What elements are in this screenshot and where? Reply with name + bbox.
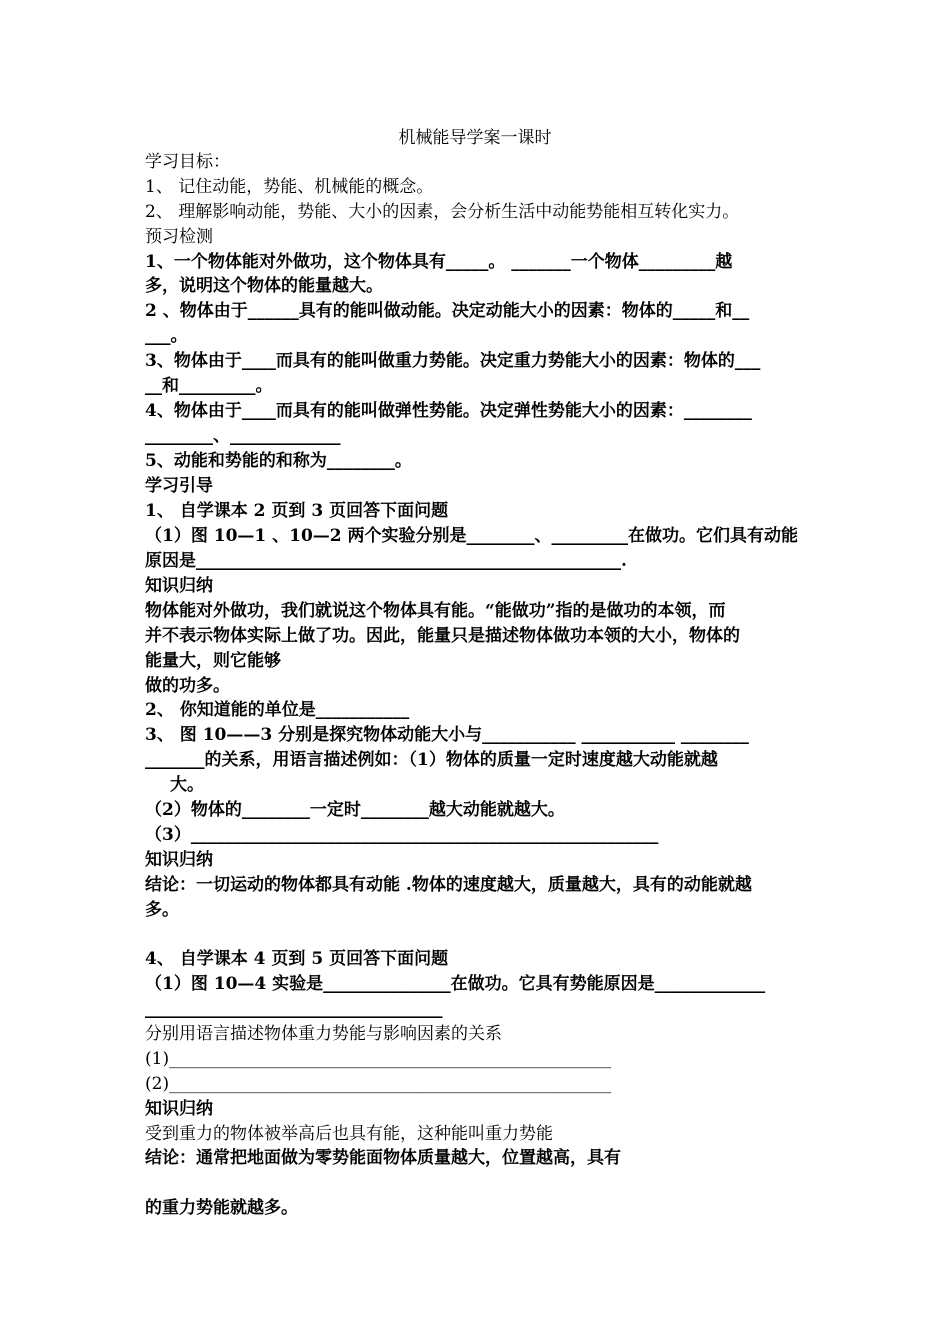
guide-item-3: 3、 图 10——3 分别是探究物体动能大小与___________ ___________ ________ <box>145 725 749 745</box>
guide-question-4-1: （1）图 10—4 实验是_______________在做功。它具有势能原因是_____________ <box>145 974 766 994</box>
guide-question-1-1: （1）图 10—1 、10—2 两个实验分别是________、_________在做功。它们具有动能 <box>145 526 799 546</box>
knowledge-summary-heading: 知识归纳 <box>145 850 213 870</box>
preview-question-1: 1、一个物体能对外做功，这个物体具有_____。 _______一个物体_________越 <box>145 252 733 272</box>
knowledge-summary-heading: 知识归纳 <box>145 1099 213 1119</box>
knowledge-text: 物体能对外做功，我们就说这个物体具有能。“能做功”指的是做功的本领，而 <box>145 601 726 621</box>
section-heading-goals: 学习目标： <box>145 152 230 172</box>
guide-item-3-sub-3: （3）_______________________________________________________ <box>145 825 659 845</box>
answer-line-1: (1)____________________________________________________ <box>145 1049 612 1069</box>
guide-item-2: 2、 你知道能的单位是___________ <box>145 700 410 720</box>
guide-item-3-sub-2: （2）物体的________一定时________越大动能就越大。 <box>145 800 565 820</box>
conclusion-text: 结论：通常把地面做为零势能面物体质量越大，位置越高，具有 <box>145 1148 621 1168</box>
page-title: 机械能导学案一课时 <box>398 128 552 148</box>
preview-question-4-cont: ________、_____________ <box>145 426 341 446</box>
guide-item-4: 4、 自学课本 4 页到 5 页回答下面问题 <box>145 949 449 969</box>
guide-item-1: 1、 自学课本 2 页到 3 页回答下面问题 <box>145 501 449 521</box>
guide-question-4-1-cont: ___________________________________ <box>145 999 443 1019</box>
knowledge-summary-heading: 知识归纳 <box>145 576 213 596</box>
knowledge-text: 做的功多。 <box>145 676 230 696</box>
answer-line-2: (2)____________________________________________________ <box>145 1074 612 1094</box>
section-heading-preview: 预习检测 <box>145 227 213 247</box>
guide-item-3-cont: 大。 <box>170 775 204 795</box>
knowledge-text: 并不表示物体实际上做了功。因此，能量只是描述物体做功本领的大小，物体的 <box>145 626 740 646</box>
preview-question-3-cont: __和_________。 <box>145 376 273 396</box>
preview-question-5: 5、动能和势能的和称为________。 <box>145 451 412 471</box>
section-heading-guide: 学习引导 <box>145 476 213 496</box>
knowledge-text: 能量大，则它能够 <box>145 651 281 671</box>
knowledge-text: 受到重力的物体被举高后也具有能，这种能叫重力势能 <box>145 1124 553 1144</box>
goal-item-1: 1、 记住动能，势能、机械能的概念。 <box>145 177 434 197</box>
conclusion-text: 的重力势能就越多。 <box>145 1198 298 1218</box>
goal-item-2: 2、 理解影响动能，势能、大小的因素，会分析生活中动能势能相互转化实力。 <box>145 202 740 222</box>
conclusion-text: 多。 <box>145 900 179 920</box>
instruction-text: 分别用语言描述物体重力势能与影响因素的关系 <box>145 1024 502 1044</box>
preview-question-2: 2 、物体由于______具有的能叫做动能。决定动能大小的因素：物体的_____和__ <box>145 301 750 321</box>
preview-question-3: 3、物体由于____而具有的能叫做重力势能。决定重力势能大小的因素：物体的___ <box>145 351 761 371</box>
preview-question-4: 4、物体由于____而具有的能叫做弹性势能。决定弹性势能大小的因素：________ <box>145 401 752 421</box>
guide-question-1-1-cont: 原因是__________________________________________________. <box>145 551 627 571</box>
guide-item-3-cont: _______的关系，用语言描述例如：（1）物体的质量一定时速度越大动能就越 <box>145 750 718 770</box>
conclusion-text: 结论：一切运动的物体都具有动能 .物体的速度越大，质量越大，具有的动能就越 <box>145 875 752 895</box>
preview-question-1-cont: 多，说明这个物体的能量越大。 <box>145 276 383 296</box>
preview-question-2-cont: ___。 <box>145 326 188 346</box>
